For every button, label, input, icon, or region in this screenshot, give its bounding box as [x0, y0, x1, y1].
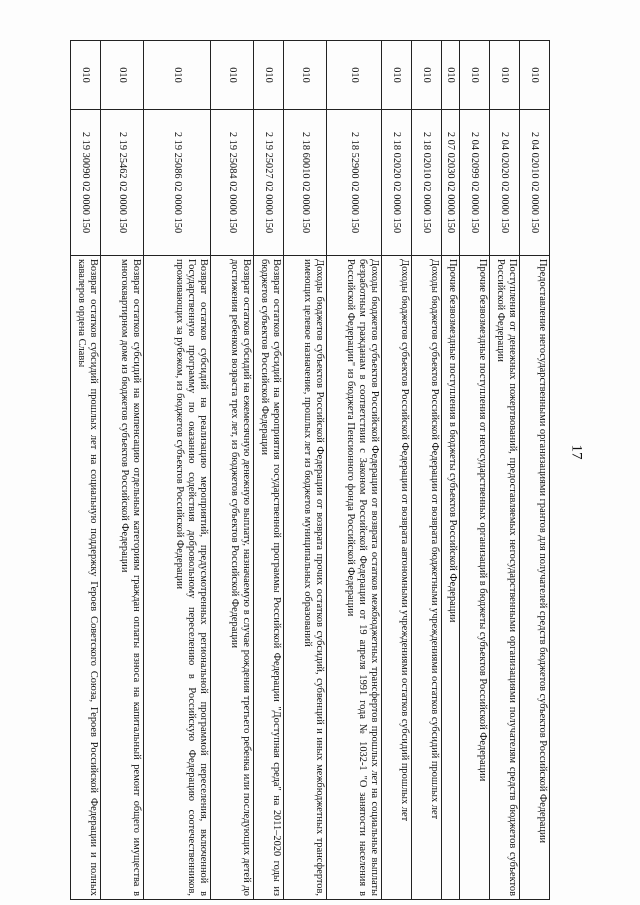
- budget-code-cell: 2 19 25462 02 0000 150: [101, 110, 144, 256]
- budget-code-cell: 2 18 02020 02 0000 150: [382, 110, 412, 256]
- description-cell: Поступления от денежных пожертвований, предоставляемых негосударственными организациями получателям средств бюджетов субъектов Российской Федерации: [490, 256, 520, 900]
- table-row: [460, 41, 490, 900]
- admin-code-cell: 010: [211, 41, 254, 110]
- budget-code-cell: 2 04 02099 02 0000 150: [460, 110, 490, 256]
- admin-code-cell: 010: [101, 41, 144, 110]
- description-cell: Предоставление негосударственными организациями грантов для получателей средств бюджетов субъектов Российской Федерации: [520, 256, 550, 900]
- admin-code-cell: 010: [382, 41, 412, 110]
- description-cell: Возврат остатков субсидий на реализацию мероприятий, предусмотренных региональной программой переселения, включенной в Государственную программу по оказанию содействия добровольному переселению в Российскую Федерацию соотечественников, проживающих за рубежом, из бюджетов субъектов Российской Федерации: [144, 256, 211, 900]
- table-row: [101, 41, 144, 900]
- budget-code-cell: 2 18 60010 02 0000 150: [284, 110, 327, 256]
- table-row: [490, 41, 520, 900]
- rotated-table-container: [60, 40, 550, 900]
- budget-code-cell: 2 18 02010 02 0000 150: [412, 110, 442, 256]
- budget-code-cell: 2 18 52900 02 0000 150: [327, 110, 382, 256]
- budget-code-cell: 2 07 02030 02 0000 150: [442, 110, 460, 256]
- table-row: [284, 41, 327, 900]
- table-row: [442, 41, 460, 900]
- budget-code-cell: 2 19 30090 02 0000 150: [71, 110, 101, 256]
- table-row: [254, 41, 284, 900]
- budget-codes-table: [70, 40, 550, 900]
- admin-code-cell: 010: [412, 41, 442, 110]
- description-cell: Доходы бюджетов субъектов Российской Федерации от возврата бюджетными учреждениями остатков субсидий прошлых лет: [412, 256, 442, 900]
- budget-code-cell: 2 19 25084 02 0000 150: [211, 110, 254, 256]
- budget-code-cell: 2 19 25086 02 0000 150: [144, 110, 211, 256]
- admin-code-cell: 010: [520, 41, 550, 110]
- description-cell: Возврат остатков субсидий на ежемесячную денежную выплату, назначаемую в случае рождения третьего ребенка или последующих детей до достижения ребенком возраста трех лет, из бюджетов субъектов Российской Федерации: [211, 256, 254, 900]
- admin-code-cell: 010: [442, 41, 460, 110]
- description-cell: Возврат остатков субсидий прошлых лет на социальную поддержку Героев Советского Союза, Героев Российской Федерации и полных кавалеров ордена Славы: [71, 256, 101, 900]
- table-row: [144, 41, 211, 900]
- budget-code-cell: 2 19 25027 02 0000 150: [254, 110, 284, 256]
- description-cell: Доходы бюджетов субъектов Российской Федерации от возврата прочих остатков субсидий, субвенций и иных межбюджетных трансфертов, имеющих целевое назначение, прошлых лет из бюджетов муниципальных образований: [284, 256, 327, 900]
- description-cell: Возврат остатков субсидий на компенсацию отдельным категориям граждан оплаты взноса на капитальный ремонт общего имущества в многоквартирном доме из бюджетов субъектов Российской Федерации: [101, 256, 144, 900]
- admin-code-cell: 010: [490, 41, 520, 110]
- table-row: [71, 41, 101, 900]
- admin-code-cell: 010: [144, 41, 211, 110]
- table-row: [412, 41, 442, 900]
- table-row: [211, 41, 254, 900]
- description-cell: Прочие безвозмездные поступления от негосударственных организаций в бюджеты субъектов Российской Федерации: [460, 256, 490, 900]
- description-cell: Прочие безвозмездные поступления в бюджеты субъектов Российской Федерации: [442, 256, 460, 900]
- admin-code-cell: 010: [460, 41, 490, 110]
- admin-code-cell: 010: [284, 41, 327, 110]
- description-cell: Доходы бюджетов субъектов Российской Федерации от возврата автономными учреждениями остатков субсидий прошлых лет: [382, 256, 412, 900]
- description-cell: Доходы бюджетов субъектов Российской Федерации от возврата остатков межбюджетных трансфертов прошлых лет на социальные выплаты безработным гражданам в соответствии с Законом Российской Федерации от 19 апреля 1991 года № 1032-1 "О занятости населения в Российской Федерации" из бюджета Пенсионного фонда Российской Федерации: [327, 256, 382, 900]
- description-cell: Возврат остатков субсидий на мероприятия государственной программы Российской Федерации "Доступная среда" на 2011–2020 годы из бюджетов субъектов Российской Федерации: [254, 256, 284, 900]
- budget-code-cell: 2 04 02020 02 0000 150: [490, 110, 520, 256]
- admin-code-cell: 010: [327, 41, 382, 110]
- table-row: [382, 41, 412, 900]
- table-row: [327, 41, 382, 900]
- admin-code-cell: 010: [71, 41, 101, 110]
- admin-code-cell: 010: [254, 41, 284, 110]
- page-number: 17: [568, 444, 585, 460]
- table-row: [520, 41, 550, 900]
- table-body: [71, 41, 550, 900]
- budget-code-cell: 2 04 02010 02 0000 150: [520, 110, 550, 256]
